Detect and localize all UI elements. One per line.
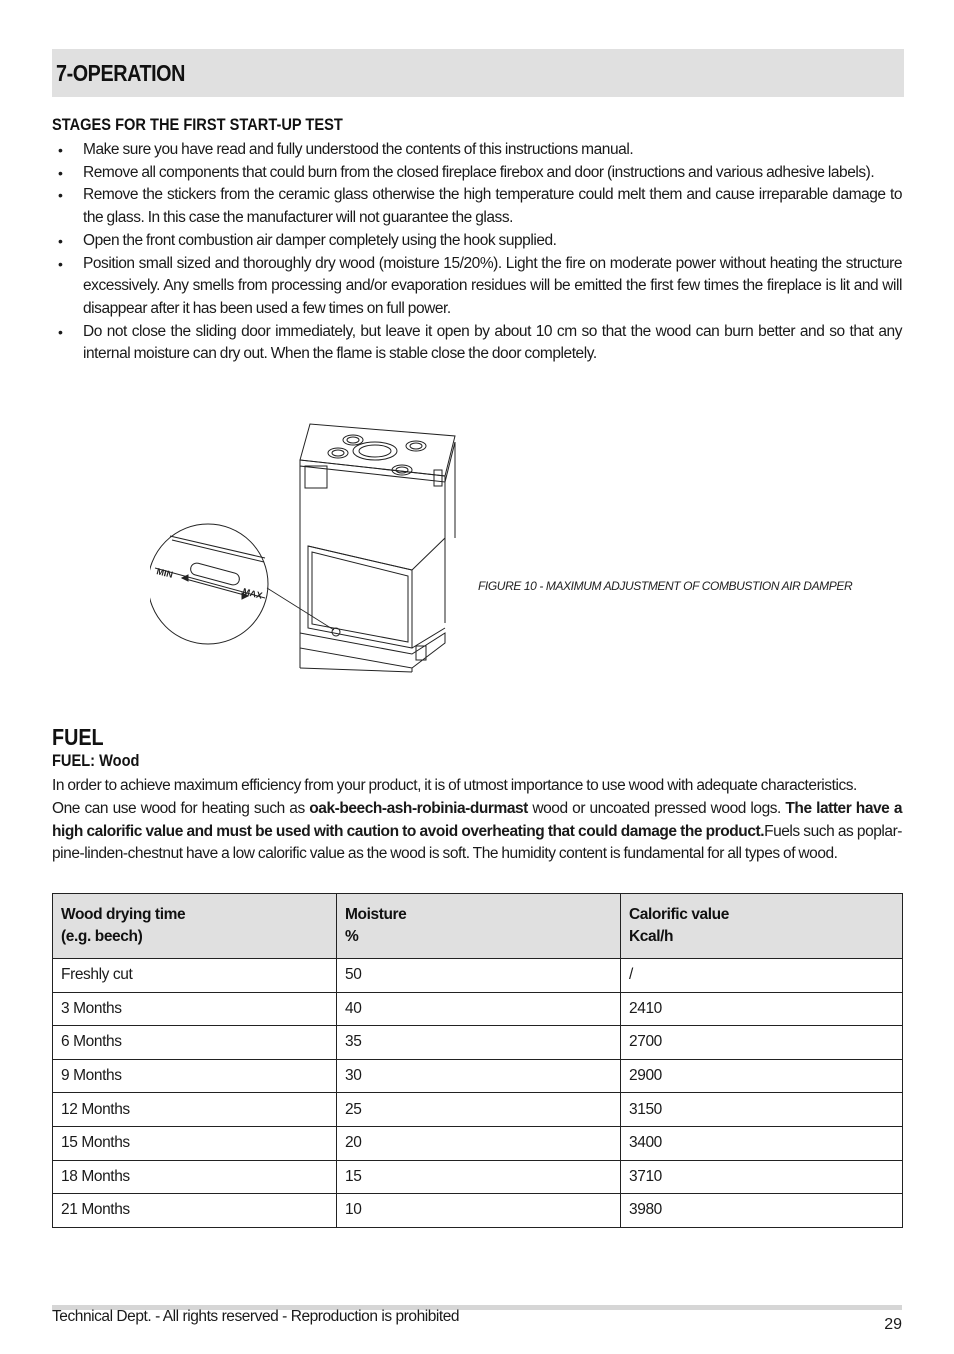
- list-item-text: Remove the stickers from the ceramic glass otherwise the high temperature could melt them and cause irreparable damage to the glass. In this case the manufacturer will not guarantee the glass.: [83, 186, 902, 227]
- fuel-paragraph-1: [52, 775, 902, 798]
- cell-moisture: 20: [337, 1126, 621, 1160]
- damper-min-label: MIN: [155, 566, 174, 580]
- cell-calorific: 3980: [621, 1194, 903, 1228]
- table-row: [53, 1160, 903, 1194]
- list-item-text: Remove all components that could burn from the closed fireplace firebox and door (instructions and various adhesive labels).: [83, 163, 875, 181]
- cell-calorific: 2700: [621, 1026, 903, 1060]
- list-item-text: Open the front combustion air damper completely using the hook supplied.: [83, 231, 557, 249]
- fuel-subheading: FUEL: Wood: [52, 751, 140, 770]
- fuel-text-a: One can use wood for heating such as: [52, 800, 310, 817]
- table-row: [53, 992, 903, 1026]
- table-row: [53, 1126, 903, 1160]
- footer-text: Technical Dept. - All rights reserved - Reproduction is prohibited: [52, 1308, 460, 1325]
- fuel-paragraph-1-text: In order to achieve maximum efficiency from your product, it is of utmost importance to use wood with adequate characteristics.: [52, 777, 857, 794]
- list-item: [52, 139, 902, 162]
- bullet-glyph: •: [58, 142, 63, 158]
- startup-heading: STAGES FOR THE FIRST START-UP TEST: [52, 115, 343, 134]
- table-row: [53, 1194, 903, 1228]
- cell-drying-time: 3 Months: [53, 992, 337, 1026]
- fuel-paragraph-2: [52, 798, 902, 866]
- bullet-glyph: •: [58, 164, 63, 181]
- fireplace-figure: [150, 418, 470, 676]
- list-item: [52, 162, 902, 185]
- list-item-text: Make sure you have read and fully understood the contents of this instructions manual.: [83, 141, 634, 158]
- cell-drying-time: 18 Months: [53, 1160, 337, 1194]
- fireplace-base: [300, 633, 445, 668]
- cell-calorific: 3710: [621, 1160, 903, 1194]
- damper-detail-circle: [150, 524, 268, 644]
- cell-calorific: 3400: [621, 1126, 903, 1160]
- cell-moisture: 15: [337, 1160, 621, 1194]
- header-line: Moisture: [345, 906, 407, 923]
- section-title: 7-OPERATION: [56, 60, 185, 86]
- fireplace-drawing: [150, 418, 470, 676]
- list-item: [52, 184, 902, 229]
- cell-drying-time: 6 Months: [53, 1026, 337, 1060]
- cell-drying-time: 9 Months: [53, 1059, 337, 1093]
- page-number: 29: [884, 1316, 902, 1333]
- list-item: [52, 253, 902, 321]
- bullet-glyph: •: [58, 187, 63, 204]
- header-line: (e.g. beech): [61, 928, 143, 945]
- bullet-glyph: •: [58, 323, 63, 340]
- list-item-text: Position small sized and thoroughly dry wood (moisture 15/20%). Light the fire on moderate power without heating the structure excessively. Any smells from processing and/or evaporation residues will be emitted the first few times the fireplace is lit and will disappear after it has been used a few times on full power.: [83, 254, 902, 317]
- table-header-row: [53, 894, 903, 959]
- table-row: [53, 1026, 903, 1060]
- startup-steps-list: [52, 139, 902, 366]
- cell-calorific: 2410: [621, 992, 903, 1026]
- cell-moisture: 40: [337, 992, 621, 1026]
- fuel-text-e: Fuels such as poplar-pine-linden-chestnut have a low calorific value as the wood is soft. The humidity content is fundamental for all types of wood.: [52, 822, 903, 863]
- header-moisture: [337, 894, 621, 959]
- section-header-bar: [52, 49, 904, 97]
- list-item-text: Do not close the sliding door immediately, but leave it open by about 10 cm so that the wood can burn better and so that any internal moisture can dry out. When the flame is stable close the door completely.: [83, 322, 902, 363]
- header-line: Calorific value: [629, 906, 729, 923]
- table-row: [53, 959, 903, 993]
- cell-calorific: 3150: [621, 1093, 903, 1127]
- cell-moisture: 50: [337, 959, 621, 993]
- list-item: [52, 230, 902, 253]
- fuel-text-c: wood or uncoated pressed wood logs.: [527, 800, 786, 817]
- cell-calorific: 2900: [621, 1059, 903, 1093]
- cell-moisture: 35: [337, 1026, 621, 1060]
- header-line: Kcal/h: [629, 928, 674, 945]
- cell-drying-time: Freshly cut: [53, 959, 337, 993]
- cell-drying-time: 15 Months: [53, 1126, 337, 1160]
- header-calorific-value: [621, 894, 903, 959]
- cell-drying-time: 12 Months: [53, 1093, 337, 1127]
- cell-moisture: 30: [337, 1059, 621, 1093]
- wood-drying-table: [52, 893, 903, 1228]
- figure-caption: FIGURE 10 - MAXIMUM ADJUSTMENT OF COMBUSTION AIR DAMPER: [478, 579, 853, 593]
- damper-max-label: MAX: [241, 586, 264, 601]
- header-line: Wood drying time: [61, 906, 186, 923]
- header-drying-time: [53, 894, 337, 959]
- cell-moisture: 10: [337, 1194, 621, 1228]
- header-line: %: [345, 928, 359, 945]
- cell-calorific: /: [621, 959, 903, 993]
- cell-drying-time: 21 Months: [53, 1194, 337, 1228]
- fuel-wood-types: oak-beech-ash-robinia-durmast: [309, 800, 528, 817]
- fuel-warning: The latter have a high calorific value and must be used with caution to avoid overheating that could damage the product.: [52, 800, 902, 840]
- fuel-heading: FUEL: [52, 724, 104, 750]
- bullet-glyph: •: [58, 232, 63, 249]
- list-item: [52, 321, 902, 366]
- bullet-glyph: •: [58, 255, 63, 272]
- table-row: [53, 1059, 903, 1093]
- cell-moisture: 25: [337, 1093, 621, 1127]
- table-row: [53, 1093, 903, 1127]
